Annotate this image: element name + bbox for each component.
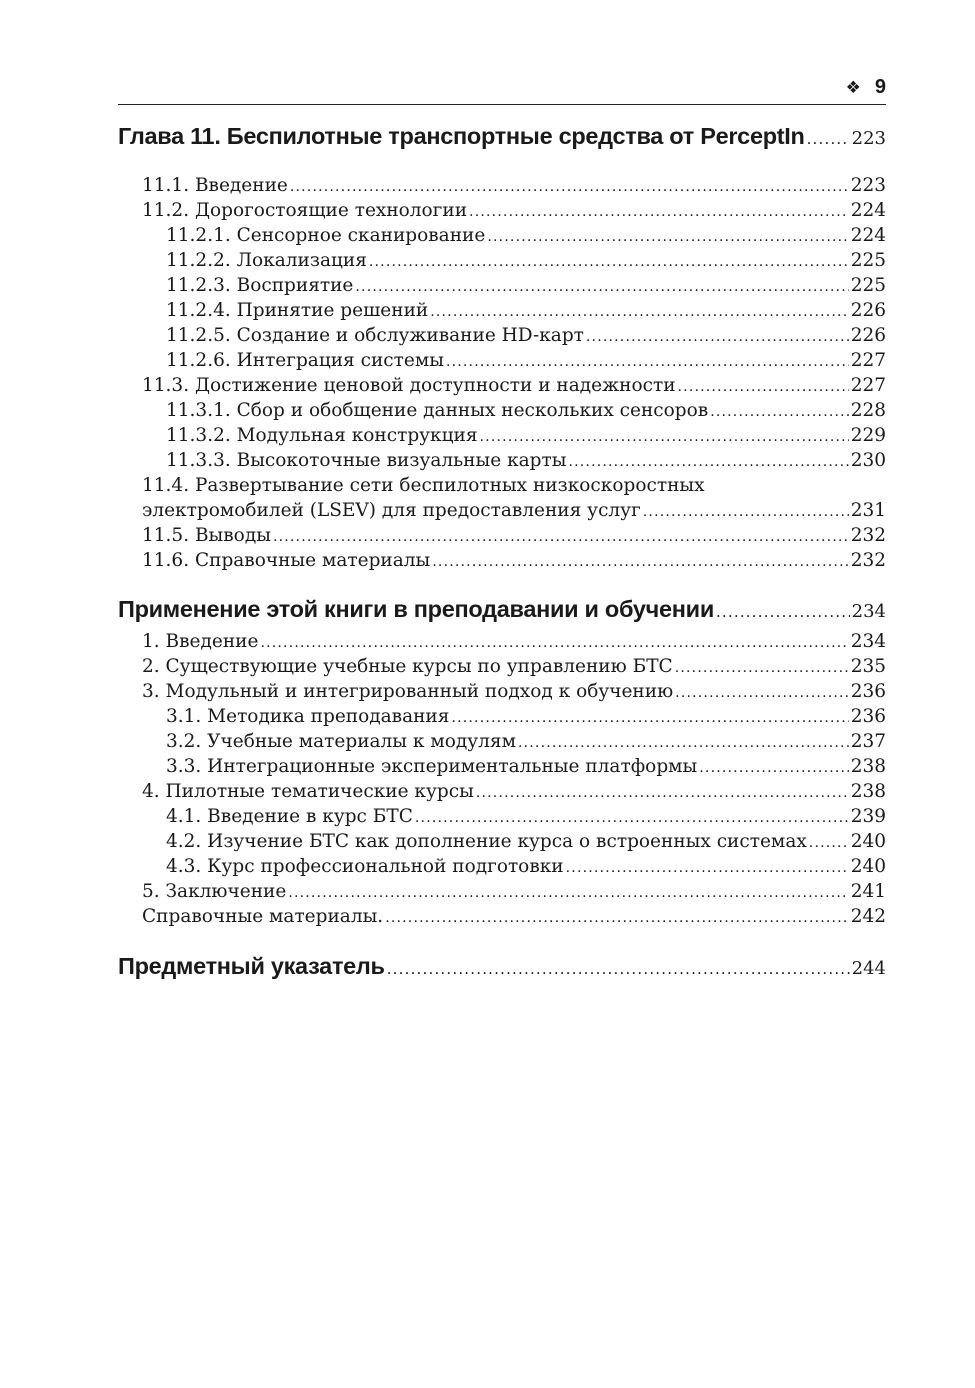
toc-entry[interactable] — [118, 704, 886, 729]
toc-entry-title: 4.1. Введение в курс БТС — [166, 806, 413, 827]
chapter-title: Глава 11. Беспилотные транспортные средства от PerceptIn — [118, 123, 805, 149]
toc-entry-page: 235 — [850, 656, 886, 677]
toc-entry-page: 226 — [850, 325, 886, 346]
leader-dots — [385, 906, 849, 931]
toc-entry[interactable] — [118, 729, 886, 754]
leader-dots — [451, 706, 848, 731]
toc-entry-title: 11.3.1. Сбор и обобщение данных нескольких сенсоров — [166, 400, 709, 421]
leader-dots — [809, 831, 849, 856]
toc-entry-title: 11.2.1. Сенсорное сканирование — [166, 225, 486, 246]
toc-entry[interactable] — [118, 198, 886, 223]
chapter-page: 244 — [851, 958, 886, 979]
leader-dots — [273, 525, 849, 550]
toc-entry-title: 11.3.3. Высокоточные визуальные карты — [166, 450, 567, 471]
toc-entry-title: 4. Пилотные тематические курсы — [142, 781, 474, 802]
leader-dots — [290, 175, 849, 200]
toc-entry-page: 238 — [850, 781, 886, 802]
toc-entry-title: 11.2.5. Создание и обслуживание HD-карт — [166, 325, 584, 346]
toc-entry-title: 11.6. Справочные материалы — [142, 550, 431, 571]
toc-entry[interactable] — [118, 754, 886, 779]
leader-dots — [487, 225, 848, 250]
toc-entry-page: 236 — [850, 681, 886, 702]
toc-entry-multiline-first[interactable] — [118, 473, 886, 498]
toc-entry[interactable] — [118, 854, 886, 879]
page-number-block — [846, 76, 886, 99]
toc-entry-page: 234 — [850, 631, 886, 652]
chapter-title: Предметный указатель — [118, 953, 385, 979]
toc-entry-title: 3. Модульный и интегрированный подход к обучению — [142, 681, 674, 702]
toc-entry-title: 3.2. Учебные материалы к модулям — [166, 731, 516, 752]
toc-entry-title: 11.2. Дорогостоящие технологии — [142, 200, 468, 221]
toc-entry[interactable] — [118, 654, 886, 679]
leader-dots — [807, 122, 850, 156]
toc-entry[interactable] — [118, 523, 886, 548]
toc-entry[interactable] — [118, 829, 886, 854]
page-number: 9 — [874, 76, 886, 98]
toc-entry[interactable] — [118, 173, 886, 198]
toc-entry-page: 239 — [850, 806, 886, 827]
leader-dots — [716, 595, 850, 629]
leader-dots — [432, 550, 848, 575]
toc-entry[interactable] — [118, 298, 886, 323]
leader-dots — [710, 400, 849, 425]
toc-entry[interactable] — [118, 348, 886, 373]
toc-entry-page: 227 — [850, 375, 886, 396]
toc-chapter-heading[interactable] — [118, 592, 886, 626]
toc-entry-page: 227 — [850, 350, 886, 371]
toc-entry-page: 240 — [850, 831, 886, 852]
toc-entry-page: 229 — [850, 425, 886, 446]
toc-entry-page: 230 — [850, 450, 886, 471]
toc-entry-title: 11.2.3. Восприятие — [166, 275, 354, 296]
toc-entry-title: 1. Введение — [142, 631, 259, 652]
toc-entry[interactable] — [118, 448, 886, 473]
toc-entry-title: 11.4. Развертывание сети беспилотных низкоскоростных — [142, 475, 705, 496]
toc-entry-page: 231 — [850, 500, 886, 521]
toc-entry-title-continued: электромобилей (LSEV) для предоставления услуг — [142, 500, 641, 521]
toc-entry-title: Справочные материалы. — [142, 906, 384, 927]
leader-dots — [586, 325, 849, 350]
toc-entry[interactable] — [118, 779, 886, 804]
toc-section-teaching — [118, 592, 886, 929]
toc-entry[interactable] — [118, 629, 886, 654]
toc-entry[interactable] — [118, 904, 886, 929]
toc-entry-title: 4.2. Изучение БТС как дополнение курса о встроенных системах — [166, 831, 807, 852]
leader-dots — [678, 375, 849, 400]
leader-dots — [387, 952, 850, 986]
leader-dots — [355, 275, 848, 300]
toc-entry-page: 237 — [850, 731, 886, 752]
toc-entry[interactable] — [118, 248, 886, 273]
toc-entry-title: 11.1. Введение — [142, 175, 288, 196]
chapter-page: 234 — [851, 601, 886, 622]
toc-entry-page: 241 — [850, 881, 886, 902]
toc-entry-title: 2. Существующие учебные курсы по управлению БТС — [142, 656, 673, 677]
toc-entry[interactable] — [118, 679, 886, 704]
toc-entry[interactable] — [118, 879, 886, 904]
leader-dots — [675, 681, 849, 706]
toc-entry[interactable] — [118, 398, 886, 423]
leader-dots — [288, 881, 848, 906]
toc-entry-page: 232 — [850, 525, 886, 546]
toc-entry-title: 11.2.6. Интеграция системы — [166, 350, 444, 371]
leader-dots — [415, 806, 849, 831]
toc-entry-page: 223 — [850, 175, 886, 196]
leader-dots — [675, 656, 849, 681]
leader-dots — [643, 500, 849, 525]
toc-entry-title: 11.3. Достижение ценовой доступности и надежности — [142, 375, 676, 396]
toc-entry-page: 228 — [850, 400, 886, 421]
leader-dots — [699, 756, 848, 781]
leader-dots — [518, 731, 849, 756]
toc-entry-page: 226 — [850, 300, 886, 321]
leader-dots — [476, 781, 849, 806]
toc-entry-title: 11.3.2. Модульная конструкция — [166, 425, 478, 446]
toc-entry-page: 238 — [850, 756, 886, 777]
toc-section-chapter-11 — [118, 119, 886, 573]
toc-entry-multiline-second[interactable] — [118, 498, 886, 523]
toc-entry[interactable] — [118, 423, 886, 448]
toc-entry-title: 5. Заключение — [142, 881, 287, 902]
toc-entry[interactable] — [118, 323, 886, 348]
running-header — [118, 74, 886, 105]
toc-entry[interactable] — [118, 804, 886, 829]
toc-entry[interactable] — [118, 273, 886, 298]
toc-entry-page: 224 — [850, 200, 886, 221]
leader-dots — [369, 250, 849, 275]
toc-entry-page: 225 — [850, 250, 886, 271]
toc-entry[interactable] — [118, 548, 886, 573]
leader-dots — [469, 200, 849, 225]
toc-entry-page: 232 — [850, 550, 886, 571]
chapter-page: 223 — [851, 128, 886, 149]
toc-entry-title: 3.1. Методика преподавания — [166, 706, 450, 727]
leader-dots — [566, 856, 849, 881]
toc-entry[interactable] — [118, 223, 886, 248]
toc-entry-title: 11.2.2. Локализация — [166, 250, 367, 271]
toc-entry-title: 4.3. Курс профессиональной подготовки — [166, 856, 564, 877]
leader-dots — [568, 450, 848, 475]
toc-entry[interactable] — [118, 373, 886, 398]
toc-entry-page: 240 — [850, 856, 886, 877]
toc-entry-page: 236 — [850, 706, 886, 727]
leader-dots — [480, 425, 849, 450]
ornament-icon: ❖ — [845, 77, 861, 98]
toc-entry-title: 11.2.4. Принятие решений — [166, 300, 429, 321]
toc-entry-title: 3.3. Интеграционные экспериментальные платформы — [166, 756, 698, 777]
toc-chapter-heading[interactable] — [118, 949, 886, 983]
toc-entry-page: 224 — [850, 225, 886, 246]
chapter-title: Применение этой книги в преподавании и обучении — [118, 596, 714, 622]
toc-entry-title: 11.5. Выводы — [142, 525, 271, 546]
toc-chapter-heading[interactable] — [118, 119, 886, 153]
leader-dots — [446, 350, 849, 375]
toc-entry-page: 225 — [850, 275, 886, 296]
toc-entry-page: 242 — [850, 906, 886, 927]
leader-dots — [260, 631, 848, 656]
toc-section-index — [118, 949, 886, 983]
leader-dots — [430, 300, 848, 325]
